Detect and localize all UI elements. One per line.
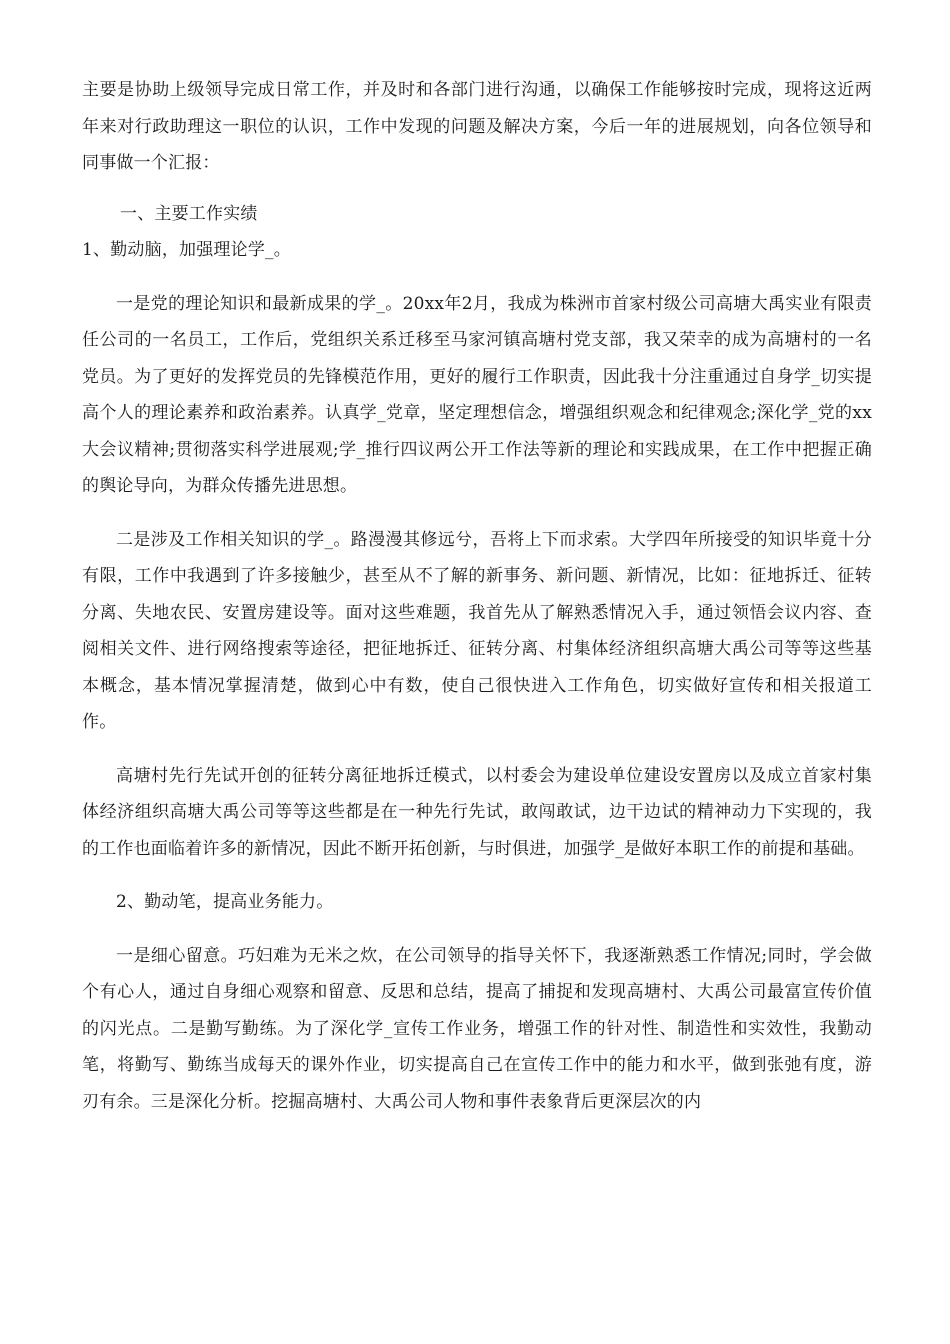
subsection-heading-2: 2、勤动笔，提高业务能力。 <box>116 892 334 912</box>
body-paragraph-4: 一是细心留意。巧妇难为无米之炊，在公司领导的指导关怀下，我逐渐熟悉工作情况;同时，学会做个有心人，通过自身细心观察和留意、反思和总结，提高了捕捉和发现高塘村、大禹公司最富宣传价值的闪光点。二是勤写勤练。为了深化学_宣传工作业务，增强工作的针对性、制造性和实效性，我勤动笔，将勤写、勤练当成每天的课外作业，切实提高自己在宣传工作中的能力和水平，做到张弛有度，游刃有余。三是深化分析。挖掘高塘村、大禹公司人物和事件表象背后更深层次的内 <box>82 945 872 1112</box>
section-heading-main-achievements: 一、主要工作实绩 <box>120 203 258 224</box>
body-paragraph-3: 高塘村先行先试开创的征转分离征地拆迁模式，以村委会为建设单位建设安置房以及成立首家村集体经济组织高塘大禹公司等等这些都是在一种先行先试，敢闯敢试，边干边试的精神动力下实现的，我的工作也面临着许多的新情况，因此不断开拓创新，与时俱进，加强学_是做好本职工作的前提和基础。 <box>82 765 872 859</box>
document-page <box>82 72 872 1120</box>
subsection-heading-1: 1、勤动脑，加强理论学_。 <box>82 240 291 260</box>
body-paragraph-1: 一是党的理论知识和最新成果的学_。20xx年2月，我成为株洲市首家村级公司高塘大禹实业有限责任公司的一名员工，工作后，党组织关系迁移至马家河镇高塘村党支部，我又荣幸的成为高塘村的一名党员。为了更好的发挥党员的先锋模范作用，更好的履行工作职责，因此我十分注重通过自身学_切实提高个人的理论素养和政治素养。认真学_党章，坚定理想信念，增强组织观念和纪律观念;深化学_党的xx大会议精神;贯彻落实科学进展观;学_推行四议两公开工作法等新的理论和实践成果，在工作中把握正确的舆论导向，为群众传播先进思想。 <box>82 293 872 496</box>
body-paragraph-2: 二是涉及工作相关知识的学_。路漫漫其修远兮，吾将上下而求索。大学四年所接受的知识毕竟十分有限，工作中我遇到了许多接触少，甚至从不了解的新事务、新问题、新情况，比如：征地拆迁、征转分离、失地农民、安置房建设等。面对这些难题，我首先从了解熟悉情况入手，通过领悟会议内容、查阅相关文件、进行网络搜索等途径，把征地拆迁、征转分离、村集体经济组织高塘大禹公司等等这些基本概念，基本情况掌握清楚，做到心中有数，使自己很快进入工作角色，切实做好宣传和相关报道工作。 <box>82 529 872 732</box>
intro-paragraph: 主要是协助上级领导完成日常工作，并及时和各部门进行沟通，以确保工作能够按时完成，现将这近两年来对行政助理这一职位的认识，工作中发现的问题及解决方案，今后一年的进展规划，向各位领导和同事做一个汇报： <box>82 80 872 173</box>
